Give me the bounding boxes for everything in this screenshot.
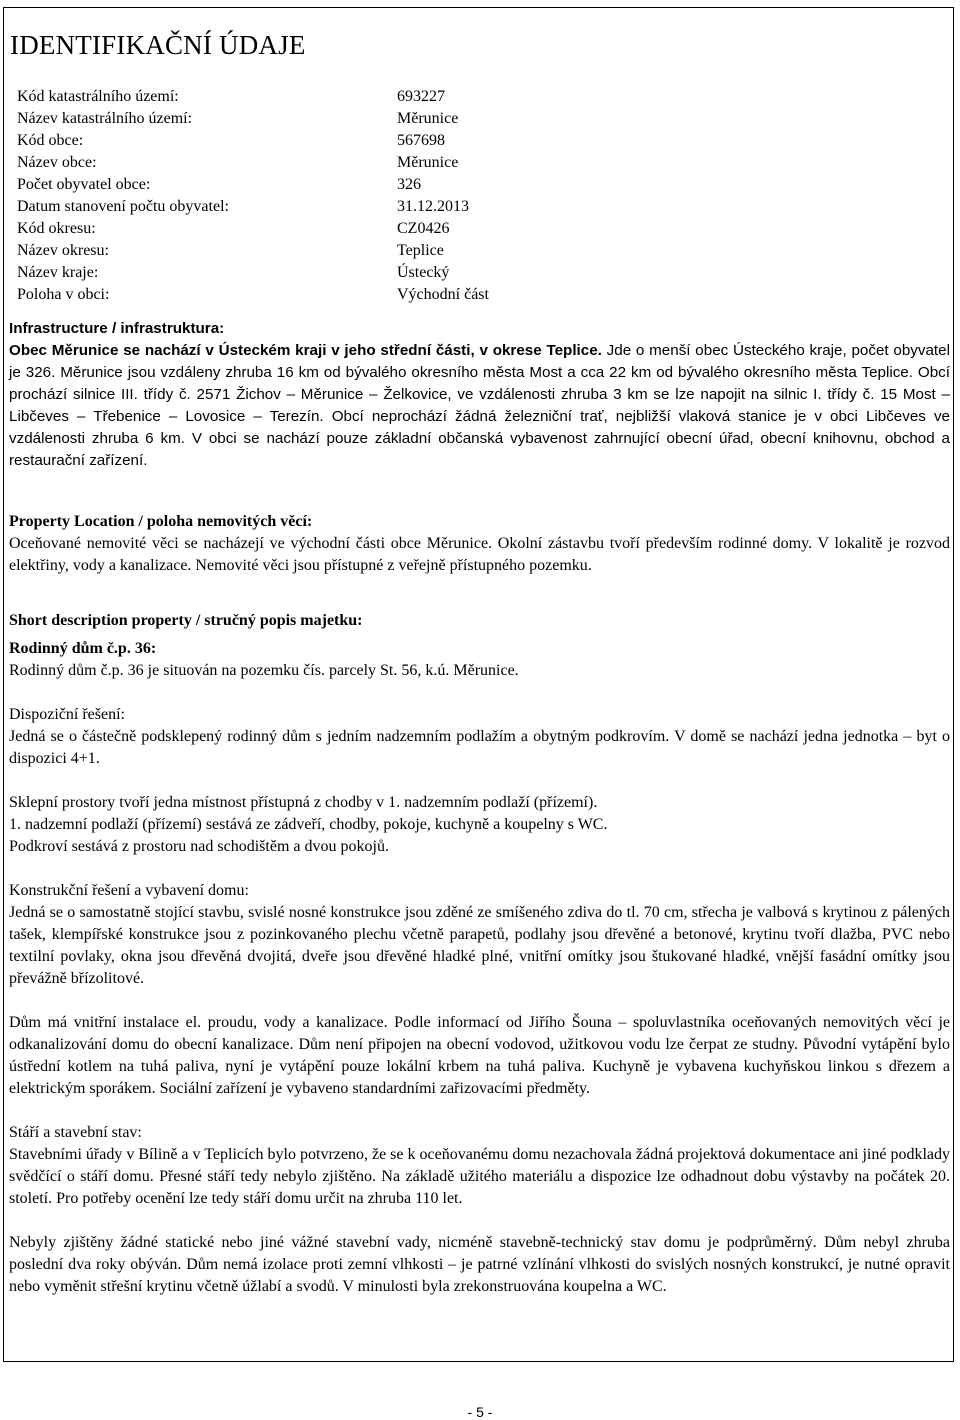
floor-line: 1. nadzemní podlaží (přízemí) sestává ze zádveří, chodby, pokoje, kuchyně a koupelny s WC. bbox=[9, 816, 608, 833]
ident-value: 693227 bbox=[397, 88, 445, 105]
location-section bbox=[9, 511, 950, 577]
location-text: Oceňované nemovité věci se nacházejí ve východní části obce Měrunice. Okolní zástavbu tvoří především rodinné domy. V lokalitě je rozvod elektřiny, vody a kanalizace. Nemovité věci jsou přístupné z veřejně přístupného pozemku. bbox=[9, 535, 950, 574]
ident-row bbox=[17, 108, 489, 130]
page-title: IDENTIFIKAČNÍ ÚDAJE bbox=[10, 30, 306, 60]
ident-row bbox=[17, 240, 489, 262]
construction-label: Konstrukční řešení a vybavení domu: bbox=[9, 882, 249, 899]
ident-row bbox=[17, 196, 489, 218]
ident-row bbox=[17, 152, 489, 174]
floor-line: Sklepní prostory tvoří jedna místnost přístupná z chodby v 1. nadzemním podlaží (přízemí). bbox=[9, 794, 598, 811]
ident-label: Poloha v obci: bbox=[17, 286, 110, 303]
ident-value: 567698 bbox=[397, 132, 445, 149]
house-intro: Rodinný dům č.p. 36 je situován na pozemku čís. parcely St. 56, k.ú. Měrunice. bbox=[9, 662, 519, 679]
ident-label: Datum stanovení počtu obyvatel: bbox=[17, 198, 229, 215]
age-text: Stavebními úřady v Bílině a v Teplicích bylo potvrzeno, že se k oceňovanému domu nezachovala žádná projektová dokumentace ani jiné podklady svědčící o stáří domu. Přesné stáří tedy nebylo zjištěno. Na základě užitého materiálu a dispozice lze odhadnout dobu výstavby na počátek 20. století. Pro potřeby ocenění lze tedy stáří domu určit na zhruba 110 let. bbox=[9, 1146, 950, 1207]
identification-table bbox=[17, 86, 489, 306]
ident-row bbox=[17, 86, 489, 108]
ident-row bbox=[17, 174, 489, 196]
floor-line: Podkroví sestává z prostoru nad schodištěm a dvou pokojů. bbox=[9, 838, 389, 855]
age-label: Stáří a stavební stav: bbox=[9, 1124, 142, 1141]
ident-label: Název kraje: bbox=[17, 264, 99, 281]
description-section bbox=[9, 610, 950, 1298]
ident-label: Kód katastrálního území: bbox=[17, 88, 179, 105]
page-number: - 5 - bbox=[467, 1404, 493, 1420]
state-text: Nebyly zjištěny žádné statické nebo jiné vážné stavební vady, nicméně stavebně-technický stav domu je podprůměrný. Dům nebyl zhruba poslední dva roky obýván. Dům nemá izolace proti zemní vlhkosti – je patrné vzlínání vlhkosti do svislých nosných konstrukcí, je nutné opravit nebo vyměnit střešní krytinu včetně úžlabí a svodů. V minulosti byla zrekonstruována koupelna a WC. bbox=[9, 1234, 950, 1295]
ident-label: Název obce: bbox=[17, 154, 97, 171]
ident-row bbox=[17, 262, 489, 284]
infrastructure-lead: Obec Měrunice se nachází v Ústeckém kraji v jeho střední části, v okrese Teplice. bbox=[9, 342, 602, 359]
house-subheading: Rodinný dům č.p. 36: bbox=[9, 640, 157, 657]
ident-label: Název katastrálního území: bbox=[17, 110, 193, 127]
disposition-text: Jedná se o částečně podsklepený rodinný dům s jedním nadzemním podlažím a obytným podkrovím. V domě se nachází jedna jednotka – byt o dispozici 4+1. bbox=[9, 728, 950, 767]
location-heading: Property Location / poloha nemovitých věcí: bbox=[9, 513, 313, 530]
ident-label: Kód obce: bbox=[17, 132, 84, 149]
disposition-label: Dispoziční řešení: bbox=[9, 706, 125, 723]
ident-label: Počet obyvatel obce: bbox=[17, 176, 151, 193]
ident-value: Teplice bbox=[397, 242, 444, 259]
description-heading: Short description property / stručný popis majetku: bbox=[9, 612, 363, 629]
ident-value: Měrunice bbox=[397, 110, 459, 127]
ident-value: 31.12.2013 bbox=[397, 198, 469, 215]
installations-text: Dům má vnitřní instalace el. proudu, vody a kanalizace. Podle informací od Jiřího Šouna – spoluvlastníka oceňovaných nemovitých věcí je odkanalizování domu do obecní kanalizace. Dům není připojen na obecní vodovod, užitkovou vodu lze čerpat ze studny. Původní vytápění bylo ústřední kotlem na tuhá paliva, nyní je vytápění pouze lokální krbem na tuhá paliva. Kuchyně je vybavena kuchyňskou linkou s dřezem a elektrickým sporákem. Sociální zařízení je vybaveno standardními zařizovacími předměty. bbox=[9, 1014, 950, 1097]
infrastructure-text bbox=[9, 340, 950, 472]
ident-row bbox=[17, 218, 489, 240]
ident-label: Název okresu: bbox=[17, 242, 109, 259]
ident-label: Kód okresu: bbox=[17, 220, 96, 237]
infrastructure-heading: Infrastructure / infrastruktura: bbox=[9, 320, 225, 337]
ident-row bbox=[17, 130, 489, 152]
ident-value: 326 bbox=[397, 176, 421, 193]
ident-value: Východní část bbox=[397, 286, 489, 303]
ident-value: Ústecký bbox=[397, 264, 450, 281]
infrastructure-section bbox=[9, 318, 950, 472]
ident-row bbox=[17, 284, 489, 306]
infrastructure-body: Jde o menší obec Ústeckého kraje, počet obyvatel je 326. Měrunice jsou vzdáleny zhruba 16 km od bývalého okresního města Most a cca 22 km od bývalého okresního města Teplice. Obcí prochází silnice III. třídy č. 2571 Žichov – Měrunice – Želkovice, ve vzdálenosti zhruba 3 km se lze napojit na silnic I. třídy č. 15 Most – Libčeves – Třebenice – Lovosice – Terezín. Obcí neprochází žádná železniční trať, nejbližší vlaková stanice je v obci Libčeves ve vzdálenosti zhruba 6 km. V obci se nachází pouze základní občanská vybavenost zahrnující obecní úřad, obecní knihovnu, obchod a restaurační zařízení. bbox=[9, 342, 950, 469]
ident-value: CZ0426 bbox=[397, 220, 450, 237]
construction-text: Jedná se o samostatně stojící stavbu, svislé nosné konstrukce jsou zděné ze smíšeného zdiva do tl. 70 cm, střecha je valbová s krytinou z pálených tašek, klempířské konstrukce jsou z pozinkovaného plechu včetně parapetů, podlahy jsou dřevěné a betonové, krytinu tvoří dlažba, PVC nebo textilní povlaky, okna jsou dřevěná dvojitá, dveře jsou dřevěné hladké plné, vnitřní omítky jsou štukované hladké, vnější fasádní omítky jsou převážně břízolitové. bbox=[9, 904, 950, 987]
ident-value: Měrunice bbox=[397, 154, 459, 171]
